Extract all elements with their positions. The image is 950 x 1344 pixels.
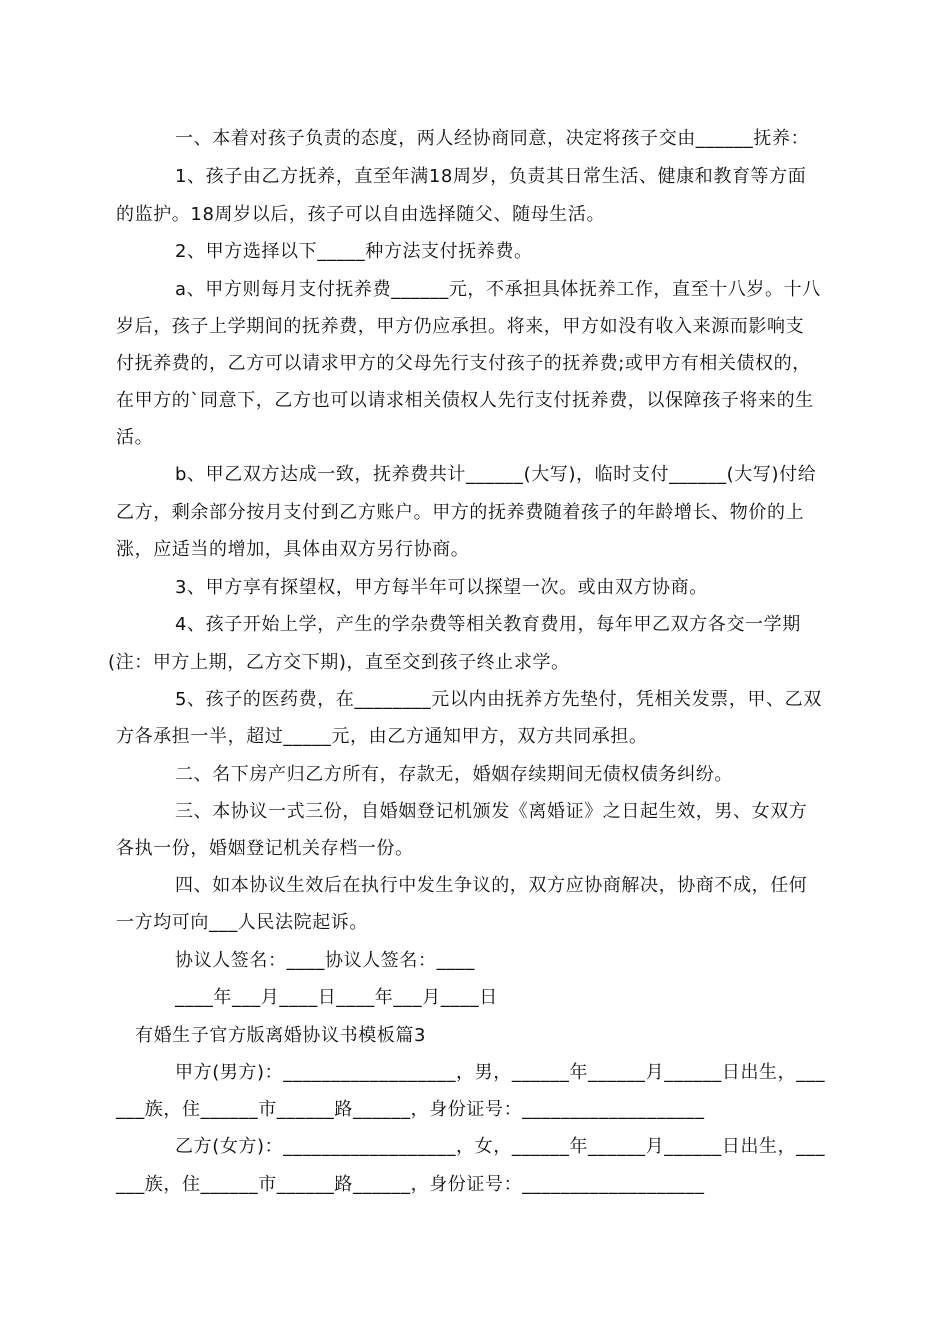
paragraph-line: 方各承担一半，超过_____元，由乙方通知甲方，双方共同承担。 (116, 726, 648, 747)
paragraph-line: 1、孩子由乙方抚养，直至年满18周岁，负责其日常生活、健康和教育等方面 (175, 166, 807, 187)
paragraph-line: 5、孩子的医药费，在________元以内由抚养方先垫付，凭相关发票，甲、乙双 (175, 689, 822, 710)
paragraph-line: 付抚养费的，乙方可以请求甲方的父母先行支付孩子的抚养费;或甲方有相关债权的， (116, 353, 811, 374)
paragraph-line: 2、甲方选择以下_____种方法支付抚养费。 (175, 241, 533, 262)
signature-line: 协议人签名：____协议人签名：____ (175, 950, 475, 971)
paragraph-line: a、甲方则每月支付抚养费______元，不承担具体抚养工作，直至十八岁。十八 (175, 279, 821, 300)
paragraph-line: 岁后，孩子上学期间的抚养费，甲方仍应承担。将来，甲方如没有收入来源而影响支 (116, 316, 805, 337)
paragraph-line: 各执一份，婚姻登记机关存档一份。 (116, 838, 414, 859)
paragraph-line: 活。 (116, 427, 154, 448)
paragraph-line: 一方均可向___人民法院起诉。 (116, 912, 368, 933)
party-line: ___族，住______市______路______，身份证号：___________________ (116, 1099, 705, 1120)
paragraph-line: 4、孩子开始上学，产生的学杂费等相关教育费用，每年甲乙双方各交一学期 (175, 614, 801, 635)
date-line: ____年___月____日____年___月____日 (175, 987, 498, 1008)
section-heading: 有婚生子官方版离婚协议书模板篇3 (135, 1025, 427, 1046)
paragraph-line: 三、本协议一式三份，自婚姻登记机颁发《离婚证》之日起生效，男、女双方 (175, 801, 808, 822)
paragraph-line: 四、如本协议生效后在执行中发生争议的，双方应协商解决，协商不成，任何 (175, 875, 808, 896)
paragraph-line: (注：甲方上期，乙方交下期)，直至交到孩子终止求学。 (108, 652, 570, 673)
party-line: 甲方(男方)：__________________，男，______年______月______日出生，___ (175, 1062, 826, 1083)
paragraph-line: 3、甲方享有探望权，甲方每半年可以探望一次。或由双方协商。 (175, 577, 708, 598)
party-line: 乙方(女方)：__________________，女，______年______月______日出生，___ (175, 1136, 826, 1157)
paragraph-line: 乙方，剩余部分按月支付到乙方账户。甲方的抚养费随着孩子的年龄增长、物价的上 (116, 502, 805, 523)
paragraph-line: 一、本着对孩子负责的态度，两人经协商同意，决定将孩子交由______抚养： (175, 128, 810, 149)
party-line: ___族，住______市______路______，身份证号：___________________ (116, 1174, 705, 1195)
paragraph-line: 涨，应适当的增加，具体由双方另行协商。 (116, 539, 470, 560)
paragraph-line: 的监护。18周岁以后，孩子可以自由选择随父、随母生活。 (116, 204, 606, 225)
paragraph-line: b、甲乙双方达成一致，抚养费共计______(大写)，临时支付______(大写)付给 (175, 464, 817, 485)
paragraph-line: 二、名下房产归乙方所有，存款无，婚姻存续期间无债权债务纠纷。 (175, 764, 733, 785)
paragraph-line: 在甲方的`同意下，乙方也可以请求相关债权人先行支付抚养费，以保障孩子将来的生 (116, 390, 814, 411)
